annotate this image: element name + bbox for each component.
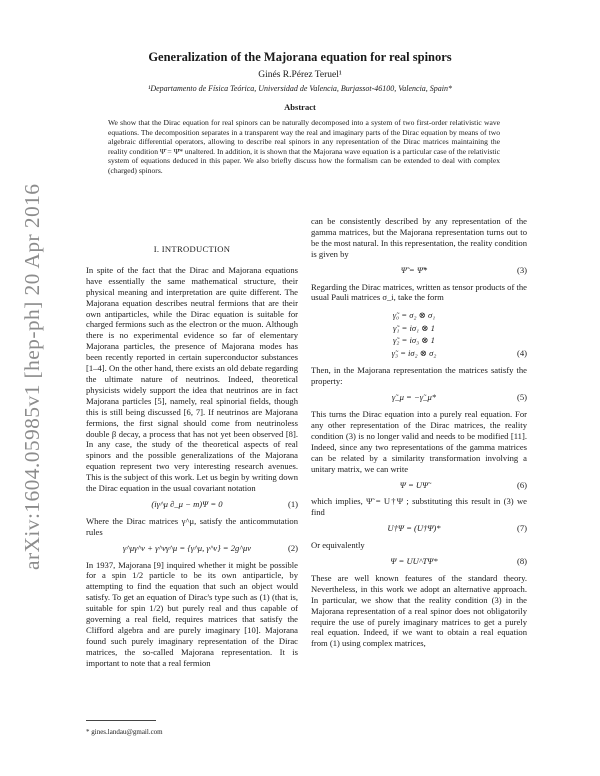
section-heading: I. INTRODUCTION [153,244,231,254]
equation-1-number: (1) [287,498,298,509]
right-paragraph-6: Or equivalently [311,540,365,551]
equation-1-body: (iγ^μ ∂_μ − m)Ψ = 0 [151,498,223,509]
equation-5 [311,392,527,403]
right-paragraph-4: This turns the Dirac equation into a purely real equation. For any other representation of the Dirac matrices, the reality condition (3) is no longer valid and needs to be modified [11]. Indeed, since any two representations of the gamma matrices can be related by a similarity transformation involving a unitary matrix, we can write [311,409,527,474]
equation-5-number: (5) [516,392,527,403]
equation-8-body: Ψ = UU^TΨ* [390,556,438,567]
paper-title: Generalization of the Majorana equation for real spinors [148,50,452,64]
right-paragraph-3: Then, in the Majorana representation the matrices satisfy the property: [311,365,527,387]
equation-4-line: γ̃₀ = σ₂ ⊗ σ₁ [392,310,436,321]
equation-7-body: U†Ψ = (U†Ψ)* [387,523,441,534]
abstract-heading: Abstract [284,102,316,112]
left-column [86,244,298,669]
footnote-rule [86,720,156,721]
equation-4 [311,309,527,359]
equation-7-number: (7) [516,523,527,534]
equation-4-lines [311,309,517,359]
equation-6-number: (6) [516,479,527,490]
equation-8-number: (8) [516,556,527,567]
equation-3-number: (3) [516,264,527,275]
equation-8 [311,556,527,567]
equation-1 [86,499,298,510]
equation-2-number: (2) [287,542,298,553]
equation-4-line: γ̃₂ = iσ₃ ⊗ 1 [393,335,435,346]
right-paragraph-1: can be consistently described by any representation of the gamma matrices, but the Majorana representation turns out to be the most natural. In this representation, the reality condition is given by [311,216,527,259]
equation-3-body: Ψ̃ = Ψ̃* [400,264,428,275]
left-paragraph-1: In spite of the fact that the Dirac and Majorana equations have essentially the same mathematical structure, their physical meaning and interpretation are quite different. The Majorana equation describes neutral fermions that are their own antiparticles, while the Dirac equation is suitable for charged fermions such as the electron or the muon. Although there is no experimental evidence so far of elementary Majorana particles, the presence of Majorana modes has been recently reported in certain superconductor substances [1–4]. On the other hand, there exists an old debate regarding the ultimate nature of neutrinos. Indeed, theoretical physicists widely support the idea that neutrinos are in fact Majorana particles [5], namely, real spinorial fields, though this is still being discussed [6, 7]. If neutrinos are Majorana fermions, the first signal should come from neutrinoless double β decay, a process that has not yet been observed [8]. In any case, the study of the theoretical aspects of real spinors and the possible generalizations of the Majorana equation represent two very interesting research avenues. This is the subject of this work. Let us begin by writing down the Dirac equation in the usual covariant notation [86,264,298,494]
footnote-email[interactable]: * gines.landau@gmail.com [86,728,163,736]
equation-3 [311,265,527,276]
equation-4-number: (4) [516,348,527,359]
author-line: Ginés R.Pérez Teruel¹ [258,70,342,80]
right-paragraph-5: which implies, Ψ̃ = U†Ψ ; substituting this result in (3) we find [311,496,527,518]
abstract-text: We show that the Dirac equation for real spinors can be naturally decomposed into a system of two first-order relativistic wave equations. The decomposition separates in a transparent way the real and imaginary parts of the Dirac equation by means of two algebraic differential operators, allowing to describe real spinors in any representation of the Dirac matrices maintaining the reality condition Ψ̄ = Ψ̄* unaltered. In addition, it is shown that the Majorana wave equation is a particular case of the relativistic system of equations deduced in this paper. We also briefly discuss how the formalism can be extended to deal with complex (charged) spinors. [108,118,500,175]
equation-5-body: γ̃_μ = −γ̃_μ* [391,392,437,403]
left-paragraph-3: In 1937, Majorana [9] inquired whether it might be possible for a spin 1/2 particle to be its own antiparticle, by attempting to find the equation that such an object would satisfy. To get an equation of Dirac's type such as (1) (that is, suitable for spin 1/2) but purely real and thus capable of governing a real field, requires matrices that satisfy the Clifford algebra and are purely imaginary [10]. Majorana found such purely imaginary representation of the Dirac matrices, the so-called Majorana representation. It is important to note that a real fermion [86,559,298,668]
equation-2 [86,543,298,554]
equation-4-line: γ̃₁ = iσ₁ ⊗ 1 [393,322,435,333]
right-paragraph-7: These are well known features of the standard theory. Nevertheless, in this work we adopt an alternative approach. In particular, we show that the reality condition (3) in the Majorana representation of a real spinor does not obligatorily require the use of purely imaginary matrices to get a purely real equation. Indeed, if we want to obtain a real equation from (1) using complex matrices, [311,572,527,649]
equation-2-body: γ^μγ^ν + γ^νγ^μ = {γ^μ, γ^ν} = 2g^μν [122,542,252,553]
equation-7 [311,523,527,534]
arxiv-side-stamp: arXiv:1604.05985v1 [hep-ph] 20 Apr 2016 [20,183,44,570]
right-column [311,216,527,649]
equation-6 [311,480,527,491]
affiliation-line: ¹Departamento de Física Teórica, Universidad de Valencia, Burjassot-46100, Valencia, Spain* [147,84,453,93]
equation-6-body: Ψ = UΨ̃ [399,479,429,490]
left-paragraph-2: Where the Dirac matrices γ^μ, satisfy the anticommutation rules [86,515,298,537]
right-paragraph-2: Regarding the Dirac matrices, written as tensor products of the usual Pauli matrices σ_i, take the form [311,281,527,303]
equation-4-line: γ̃₃ = iσ₂ ⊗ σ₂ [391,347,437,358]
